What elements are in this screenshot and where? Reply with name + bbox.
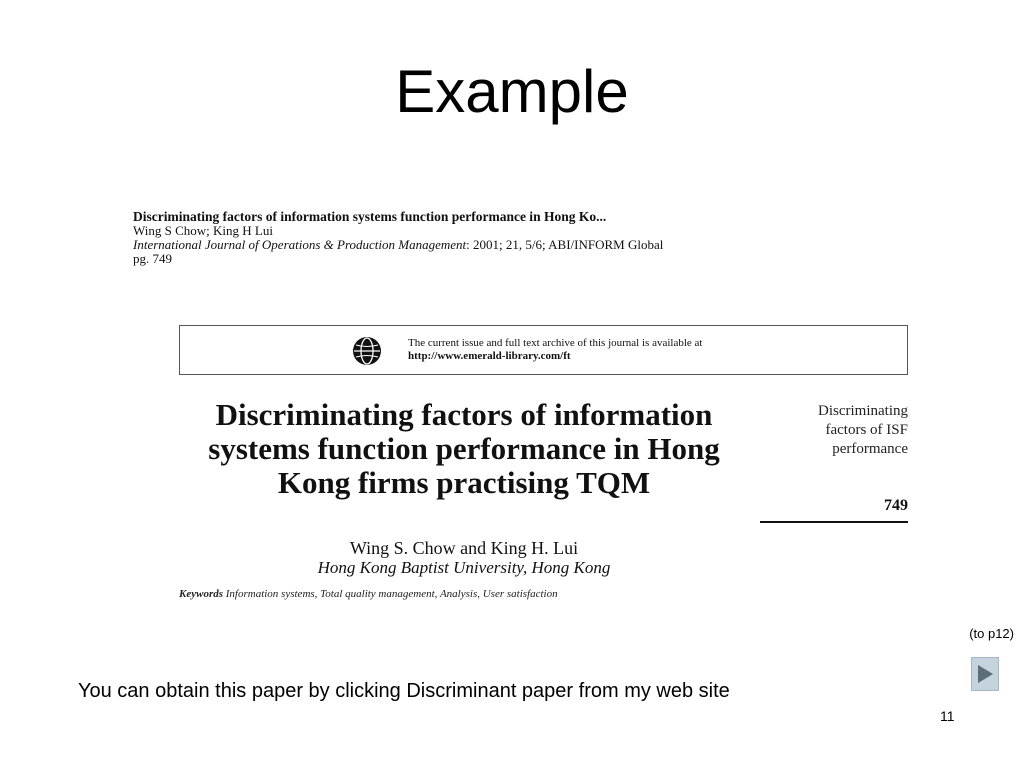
slide-caption: You can obtain this paper by clicking Discriminant paper from my web site	[78, 680, 730, 702]
citation-block	[133, 210, 853, 266]
citation-pages: pg. 749	[133, 251, 172, 266]
citation-details: : 2001; 21, 5/6; ABI/INFORM Global	[466, 237, 664, 252]
citation-journal: International Journal of Operations & Production Management	[133, 237, 467, 252]
archive-notice-box	[179, 325, 908, 375]
play-arrow-icon	[978, 665, 993, 683]
archive-notice: The current issue and full text archive of this journal is available at	[408, 337, 703, 349]
keywords-label: Keywords	[179, 588, 223, 600]
article-affiliation: Hong Kong Baptist University, Hong Kong	[317, 558, 611, 577]
citation-authors: Wing S Chow; King H Lui	[133, 223, 273, 238]
next-page-label: (to p12)	[969, 626, 1014, 641]
keywords-line	[179, 588, 799, 600]
archive-url: http://www.emerald-library.com/ft	[408, 350, 571, 362]
divider-rule	[760, 521, 908, 523]
slide-title: Example	[395, 58, 629, 125]
article-title: Discriminating factors of information systems function performance in Hong Kong firms practising TQM	[208, 397, 720, 500]
article-page-number: 749	[884, 497, 908, 514]
citation-title: Discriminating factors of information systems function performance in Hong Ko...	[133, 209, 607, 224]
running-head: Discriminating factors of ISF performance	[818, 403, 908, 457]
keywords-value: Information systems, Total quality management, Analysis, User satisfaction	[225, 588, 558, 600]
slide-number: 11	[940, 708, 955, 724]
article-authors: Wing S. Chow and King H. Lui	[349, 538, 579, 558]
next-slide-button[interactable]	[971, 657, 999, 691]
globe-icon	[352, 336, 382, 366]
citation-source	[133, 238, 853, 252]
archive-text	[408, 337, 702, 363]
